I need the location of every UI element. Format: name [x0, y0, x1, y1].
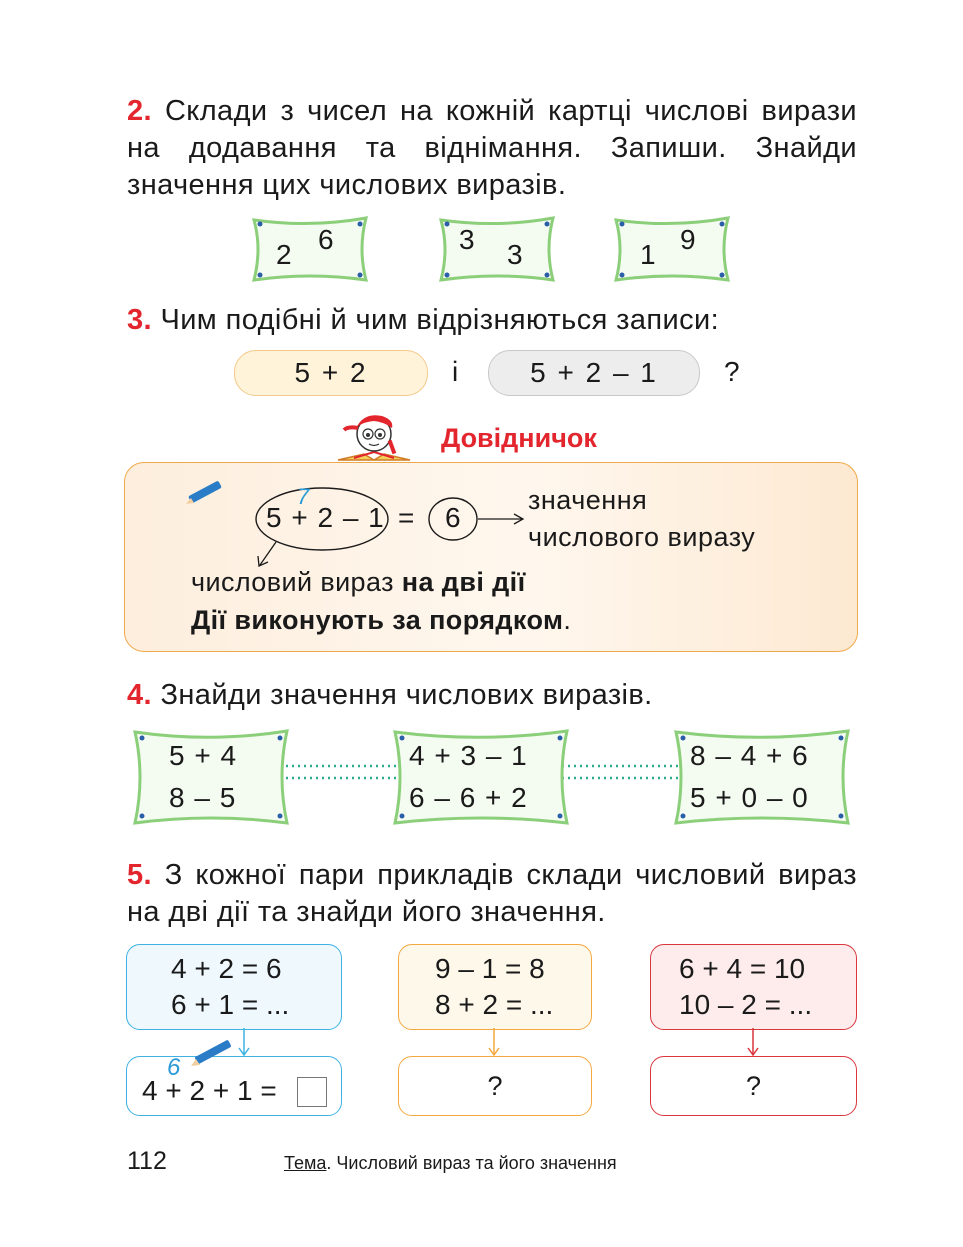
task-3-number: 3. [127, 304, 152, 336]
expression-label-bold: на дві дії [401, 567, 526, 597]
card-1-line-1: 5 + 4 [169, 740, 238, 771]
answer-box-3 [650, 1056, 857, 1116]
arrow-down-icon [745, 1028, 761, 1056]
pair-2-line-1: 9 – 1 = 8 [435, 953, 545, 984]
task-3-text [127, 302, 719, 339]
order-rule-end: . [563, 605, 572, 635]
pencil-icon [178, 480, 224, 510]
task-5-body: З кожної пари прикладів склади числовий вираз на дві дії та знайди його значення. [127, 859, 857, 928]
expression-label [191, 563, 571, 601]
card-1-line-2: 8 – 5 [169, 782, 237, 813]
example-pair-3 [650, 944, 857, 1030]
question-mark: ? [724, 356, 740, 387]
topic-text: . Числовий вираз та його значення [326, 1153, 617, 1173]
card-2-line-2: 6 – 6 + 2 [409, 782, 528, 813]
arrow-down-icon [486, 1028, 502, 1056]
task-2-body: Склади з чисел на кожній картці числові вирази на додавання та віднімання. Запиши. Знайди значення цих числових виразів. [127, 95, 857, 201]
value-label [528, 482, 755, 556]
card-2-digit-a: 3 [459, 224, 475, 255]
card-3-digit-b: 9 [680, 224, 696, 255]
task-5-number: 5. [127, 859, 152, 891]
number-card-1 [250, 214, 370, 284]
example-pair-1-lines [171, 951, 289, 1023]
task-2-text [127, 93, 857, 204]
pair-3-line-2: 10 – 2 = ... [679, 989, 813, 1020]
task-2-number: 2. [127, 95, 152, 127]
example-pair-2-lines [435, 951, 553, 1023]
task-4-number: 4. [127, 679, 152, 711]
pair-1-line-2: 6 + 1 = ... [171, 989, 290, 1020]
page-number: 112 [127, 1147, 167, 1175]
conjunction: і [452, 356, 459, 387]
answer-input-square[interactable] [297, 1077, 327, 1107]
card-3-digit-a: 1 [640, 239, 656, 270]
expression-pill-1: 5 + 2 [234, 350, 428, 396]
answer-box-1 [126, 1056, 342, 1116]
pencil-icon-2 [182, 1038, 234, 1072]
answer-3-placeholder: ? [745, 1071, 762, 1101]
order-rule [191, 601, 571, 639]
footer-topic [284, 1153, 617, 1174]
pair-2-line-2: 8 + 2 = ... [435, 989, 554, 1020]
annotation-six: 6 [167, 1054, 181, 1081]
example-pair-2 [398, 944, 592, 1030]
number-card-2 [437, 214, 557, 284]
answer-box-2 [398, 1056, 592, 1116]
card-2-line-1: 4 + 3 – 1 [409, 740, 528, 771]
mascot-icon [334, 408, 414, 464]
task-3-body: Чим подібні й чим відрізняються записи: [160, 304, 720, 336]
expression-card-2 [391, 727, 571, 827]
reference-title: Довідничок [441, 423, 597, 453]
pair-3-line-1: 6 + 4 = 10 [679, 953, 806, 984]
reference-expression: 5 + 2 – 1 [266, 502, 385, 533]
value-label-line-2: числового виразу [528, 522, 756, 552]
task-4-body: Знайди значення числових виразів. [160, 679, 653, 711]
expression-card-1 [131, 727, 291, 827]
reference-value: 6 [445, 502, 461, 533]
number-card-3 [612, 214, 732, 284]
arrow-down-icon [236, 1028, 252, 1056]
card-3-line-2: 5 + 0 – 0 [690, 782, 809, 813]
expression-card-3 [672, 727, 852, 827]
card-3-line-1: 8 – 4 + 6 [690, 740, 809, 771]
annotation-seven: 7 [297, 484, 310, 509]
pair-1-line-1: 4 + 2 = 6 [171, 953, 282, 984]
expression-pill-2: 5 + 2 – 1 [488, 350, 700, 396]
answer-2-placeholder: ? [487, 1071, 503, 1101]
card-1-digit-b: 6 [318, 224, 334, 255]
topic-label: Тема [284, 1153, 327, 1173]
card-1-digit-a: 2 [276, 239, 292, 270]
order-rule-bold: Дії виконують за порядком [191, 605, 564, 635]
expression-label-prefix: числовий вираз [191, 567, 402, 597]
value-label-line-1: значення [528, 485, 648, 515]
task-5-text [127, 857, 857, 931]
example-pair-3-lines [679, 951, 812, 1023]
card-2-digit-b: 3 [507, 239, 523, 270]
reference-equals: = [398, 502, 415, 533]
task-4-text [127, 677, 653, 714]
example-pair-1 [126, 944, 342, 1030]
answer-1-expression: 4 + 2 + 1 = [142, 1075, 277, 1106]
reference-notes [191, 563, 571, 639]
